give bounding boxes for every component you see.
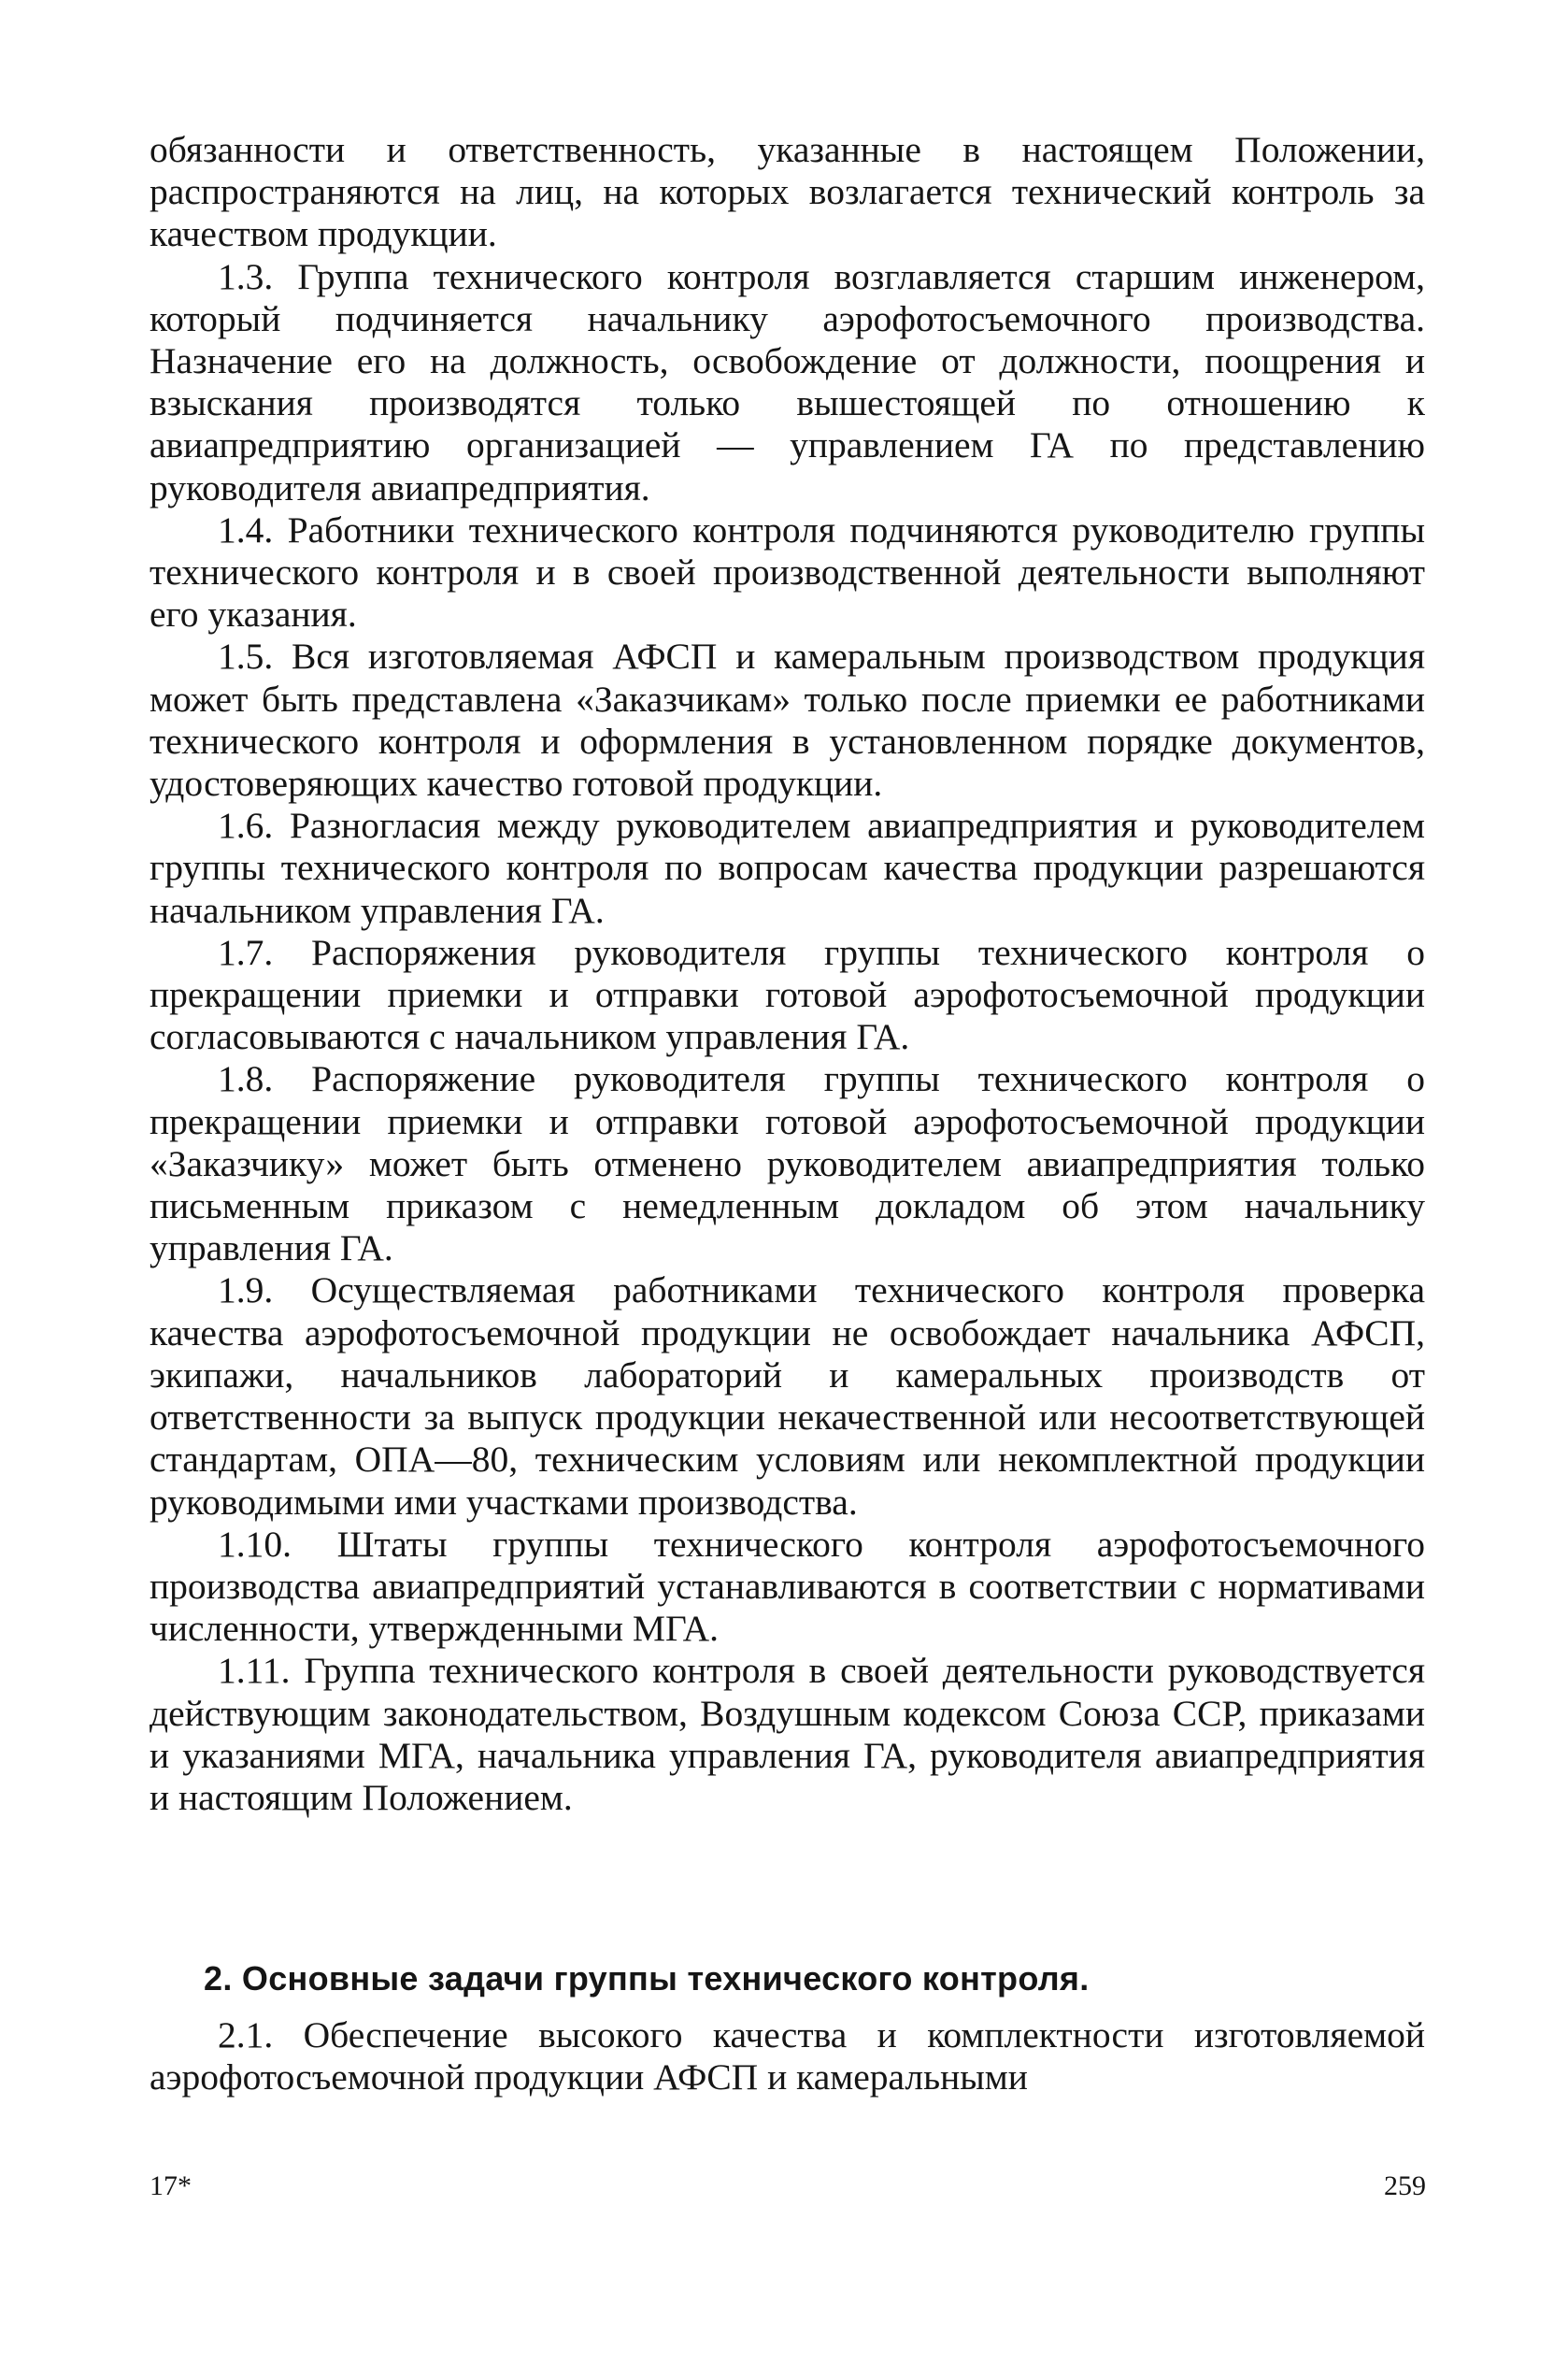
paragraph-1-11: 1.11. Группа технического контроля в своей деятельности руководствуется действующим законодательством, Воздушным кодексом Союза ССР, приказами и указаниями МГА, начальника управления ГА, руководителя авиапредприятия и настоящим Положением. (150, 1650, 1425, 1818)
signature-mark: 17* (150, 2170, 192, 2201)
paragraph-1-5: 1.5. Вся изготовляемая АФСП и камеральным производством продукция может быть представлена «Заказчикам» только после приемки ее работниками технического контроля и оформления в установленном порядке документов, удостоверяющих качество готовой продукции. (150, 636, 1425, 805)
paragraph-1-10: 1.10. Штаты группы технического контроля аэрофотосъемочного производства авиапредприятий устанавливаются в соответствии с нормативами численности, утвержденными МГА. (150, 1523, 1425, 1650)
paragraph-1-3: 1.3. Группа технического контроля возглавляется старшим инженером, который подчиняется начальнику аэрофотосъемочного производства. Назначение его на должность, освобождение от должности, поощрения и взыскания производятся только вышестоящей по отношению к авиапредприятию организацией — управлением ГА по представлению руководителя авиапредприятия. (150, 255, 1425, 508)
section-body (150, 2014, 1425, 2098)
paragraph-1-6: 1.6. Разногласия между руководителем авиапредприятия и руководителем группы технического контроля по вопросам качества продукции разрешаются начальником управления ГА. (150, 805, 1425, 931)
paragraph-1-4: 1.4. Работники технического контроля подчиняются руководителю группы технического контроля и в своей производственной деятельности выполняют его указания. (150, 508, 1425, 636)
paragraph-1-8: 1.8. Распоряжение руководителя группы технического контроля о прекращении приемки и отправки готовой аэрофотосъемочной продукции «Заказчику» может быть отменено руководителем авиапредприятия только письменным приказом с немедленным докладом об этом начальнику управления ГА. (150, 1058, 1425, 1269)
paragraph-1-7: 1.7. Распоряжения руководителя группы технического контроля о прекращении приемки и отправки готовой аэрофотосъемочной продукции согласовываются с начальником управления ГА. (150, 931, 1425, 1058)
paragraph-1-9: 1.9. Осуществляемая работниками технического контроля проверка качества аэрофотосъемочной продукции не освобождает начальника АФСП, экипажи, начальников лабораторий и камеральных производств от ответственности за выпуск продукции некачественной или несоответствующей стандартам, ОПА—80, техническим условиям или некомплектной продукции руководимыми ими участками производства. (150, 1269, 1425, 1523)
body-text (150, 129, 1425, 1819)
page-number: 259 (1384, 2170, 1426, 2201)
section-heading: 2. Основные задачи группы технического контроля. (204, 1959, 1090, 1998)
paragraph-2-1: 2.1. Обеспечение высокого качества и комплектности изготовляемой аэрофотосъемочной продукции АФСП и камеральными (150, 2014, 1425, 2098)
paragraph-continuation: обязанности и ответственность, указанные в настоящем Положении, распространяются на лиц, на которых возлагается технический контроль за качеством продукции. (150, 129, 1425, 255)
